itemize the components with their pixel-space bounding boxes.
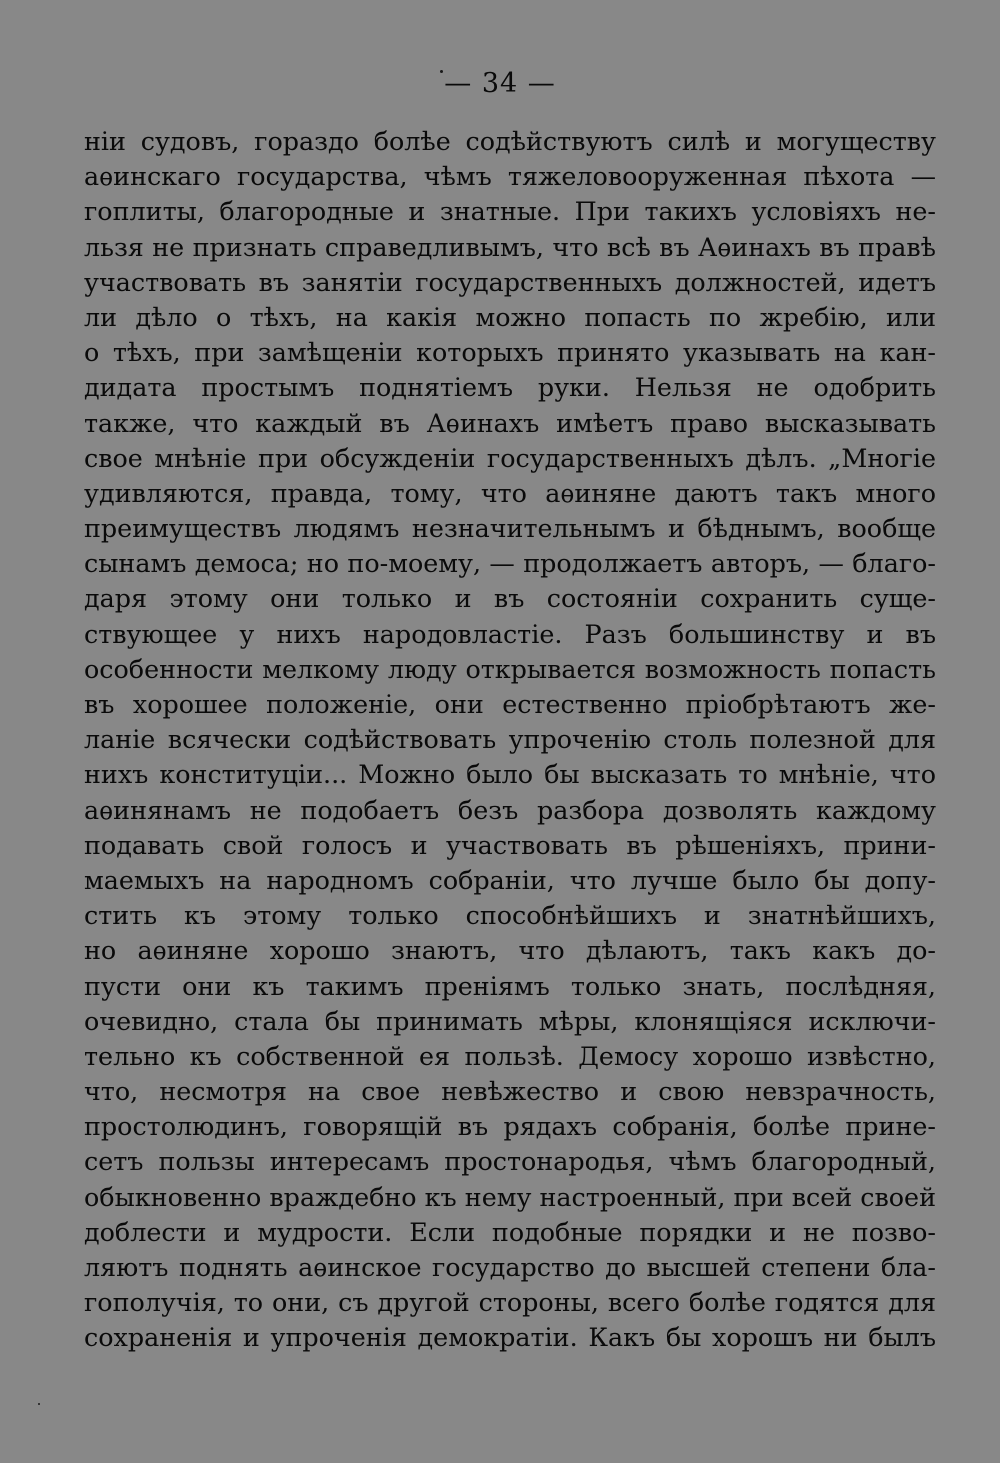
text-line: нихъ конституцiи... Можно было бы высказать то мнѣнiе, что bbox=[84, 759, 936, 790]
text-line: аѳинскаго государства, чѣмъ тяжеловооруженная пѣхота — bbox=[84, 161, 936, 192]
text-line: свое мнѣнiе при обсужденiи государственныхъ дѣлъ. „Многiе bbox=[84, 442, 936, 473]
text-line: но аѳиняне хорошо знаютъ, что дѣлаютъ, такъ какъ до- bbox=[84, 935, 936, 966]
text-line: въ хорошее положенiе, они естественно прiобрѣтаютъ же- bbox=[84, 689, 936, 719]
text-line: простолюдинъ, говорящiй въ рядахъ собранiя, болѣе прине- bbox=[84, 1111, 936, 1142]
text-line: о тѣхъ, при замѣщенiи которыхъ принято указывать на кан- bbox=[84, 337, 936, 368]
text-line: обыкновенно враждебно къ нему настроенный, при всей своей bbox=[84, 1181, 936, 1212]
text-line: подавать свой голосъ и участвовать въ рѣшенiяхъ, прини- bbox=[84, 829, 936, 860]
text-line: ланiе всячески содѣйствовать упроченiю столь полезной для bbox=[84, 724, 936, 755]
text-line: гоплиты, благородные и знатные. При такихъ условiяхъ не- bbox=[84, 196, 936, 227]
text-line: стить къ этому только способнѣйшихъ и знатнѣйшихъ, bbox=[84, 900, 936, 931]
text-line: очевидно, стала бы принимать мѣры, клонящiяся исключи- bbox=[84, 1005, 936, 1036]
text-line: ляютъ поднять аѳинское государство до высшей степени бла- bbox=[84, 1252, 936, 1282]
text-line: также, что каждый въ Аѳинахъ имѣетъ право высказывать bbox=[84, 407, 936, 438]
print-speck bbox=[38, 1403, 40, 1405]
text-line: дидата простымъ поднятiемъ руки. Нельзя не одобрить bbox=[84, 372, 936, 403]
text-line: сынамъ демоса; но по-моему, — продолжаетъ авторъ, — благо- bbox=[84, 548, 936, 579]
text-line: льзя не признать справедливымъ, что всѣ въ Аѳинахъ въ правѣ bbox=[84, 231, 936, 262]
text-line: особенности мелкому люду открывается возможность попасть bbox=[84, 653, 936, 684]
text-line: даря этому они только и въ состоянiи сохранить суще- bbox=[84, 583, 936, 614]
text-line: ствующее у нихъ народовластiе. Разъ большинству и въ bbox=[84, 618, 936, 649]
text-line: гополучiя, то они, съ другой стороны, всего болѣе годятся для bbox=[84, 1287, 936, 1318]
text-line: удивляются, правда, тому, что аѳиняне даютъ такъ много bbox=[84, 477, 936, 508]
text-line: маемыхъ на народномъ собранiи, что лучше было бы допу- bbox=[84, 864, 936, 895]
text-line: пусти они къ такимъ пренiямъ только знать, послѣдняя, bbox=[84, 970, 936, 1001]
text-line: сохраненiя и упроченiя демократiи. Какъ бы хорошъ ни былъ bbox=[84, 1322, 936, 1353]
page-number: — 34 — bbox=[444, 68, 556, 99]
text-line: сетъ пользы интересамъ простонародья, чѣмъ благородный, bbox=[84, 1146, 936, 1177]
text-line: что, несмотря на свое невѣжество и свою невзрачность, bbox=[84, 1076, 936, 1107]
text-line: аѳинянамъ не подобаетъ безъ разбора дозволять каждому bbox=[84, 794, 936, 825]
text-line: преимуществъ людямъ незначительнымъ и бѣднымъ, вообще bbox=[84, 513, 936, 544]
text-line: ли дѣло о тѣхъ, на какiя можно попасть по жребiю, или bbox=[84, 301, 936, 332]
text-line: тельно къ собственной ея пользѣ. Демосу хорошо извѣстно, bbox=[84, 1040, 936, 1071]
text-line: нiи судовъ, гораздо болѣе содѣйствуютъ силѣ и могуществу bbox=[84, 126, 936, 156]
text-line: доблести и мудрости. Если подобные порядки и не позво- bbox=[84, 1216, 936, 1247]
body-text bbox=[84, 124, 936, 1356]
text-line: участвовать въ занятiи государственныхъ должностей, идетъ bbox=[84, 266, 936, 297]
